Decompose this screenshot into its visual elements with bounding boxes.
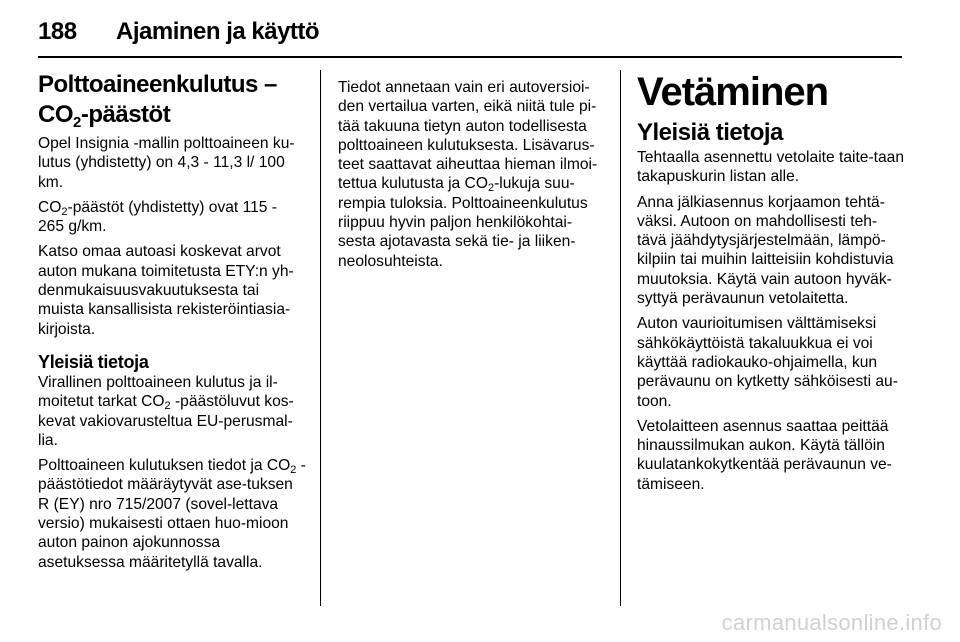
subheading-general-info-2: Yleisiä tietoja [637,119,783,146]
paragraph-official-consumption: Virallinen polttoaineen kulutus ja il-moitetut tarkat $CO_2$ -päästöluvut kos-kevat vakiovarusteltua EU-perusmal-lia. [38,373,294,449]
subheading-general-info-1: Yleisiä tietoja [38,351,149,372]
watermark: carmanualsonline.info [721,610,942,635]
section-title-sub: 2 [73,114,81,131]
paragraph-comparison: Tiedot annetaan vain eri autoversioi-den vertailua varten, eikä niitä tule pi-tää takuuna tietyn auton todellisesta polttoaineen kulutuksesta. Lisävarus-teet saattavat aiheuttaa hieman ilmoi-tettua kulutusta ja $CO_2$-lukuja suu-rempia tuloksia. Polttoaineenkulutus riippuu hyvin paljon henkilökohtai-sesta ajotavasta sekä tie- ja liiken-neolosuhteista. [338,79,598,270]
paragraph-retrofit: Anna jälkiasennus korjaamon tehtä-väksi. Autoon on mahdollisesti teh-tävä jäähdytysjärjestelmään, lämpö-kilpiin tai muihin laitteisiin kohdistuvia muutoksia. Käytä vain autoon hyväk-syttyä perävaunun vetolaitetta. [637,193,894,308]
column-divider-2 [620,70,621,606]
column-3 [637,70,905,500]
section-title-line1: Polttoaineenkulutus – [38,71,277,98]
chapter-title: Ajaminen ja käyttö [116,18,320,45]
paragraph-factory-towbar: Tehtaalla asennettu vetolaite taite-taan takapuskurin listan alle. [637,149,905,186]
column-1 [38,70,306,578]
section-title-towing: Vetäminen [637,70,829,114]
section-title-co: CO [38,101,73,128]
paragraph-consumption: Opel Insignia -mallin polttoaineen ku-lutus (yhdistetty) on 4,3 - 11,3 l/ 100 km. [38,135,295,191]
paragraph-regulation: Polttoaineen kulutuksen tiedot ja $CO_2$ -päästötiedot määräytyvät ase-tuksen R (EY) nro 715/2007 (sovel-lettava versio) mukaisesti ottaen huo-mioon auton painon ajokunnossa asetuksessa määritetyllä tavalla. [38,457,306,571]
paragraph-tailgate: Auton vaurioitumisen välttämiseksi sähkökäyttöistä takaluukkua ei voi käyttää radiokauko-ohjaimella, kun perävaunu on kytketty sähköisesti au-toon. [637,315,898,410]
column-2 [338,78,606,277]
section-title-rest: -päästöt [80,101,171,128]
paragraph-emissions: $CO_2$-päästöt (yhdistetty) ovat 115 - 265 g/km. [38,198,277,236]
page-header [38,12,902,58]
section-title-fuel-consumption [38,70,306,130]
page-number: 188 [38,18,77,45]
paragraph-towing-eye: Vetolaitteen asennus saattaa peittää hinaussilmukan aukon. Käytä tällöin kuulatankokytkentää perävaunun ve-tämiseen. [637,417,892,493]
column-divider-1 [320,70,321,606]
paragraph-certificate: Katso omaa autoasi koskevat arvot auton mukana toimitetusta ETY:n yh-denmukaisuusvakuutuksesta tai muista kansallisista rekisteröintiasia-kirjoista. [38,243,294,338]
